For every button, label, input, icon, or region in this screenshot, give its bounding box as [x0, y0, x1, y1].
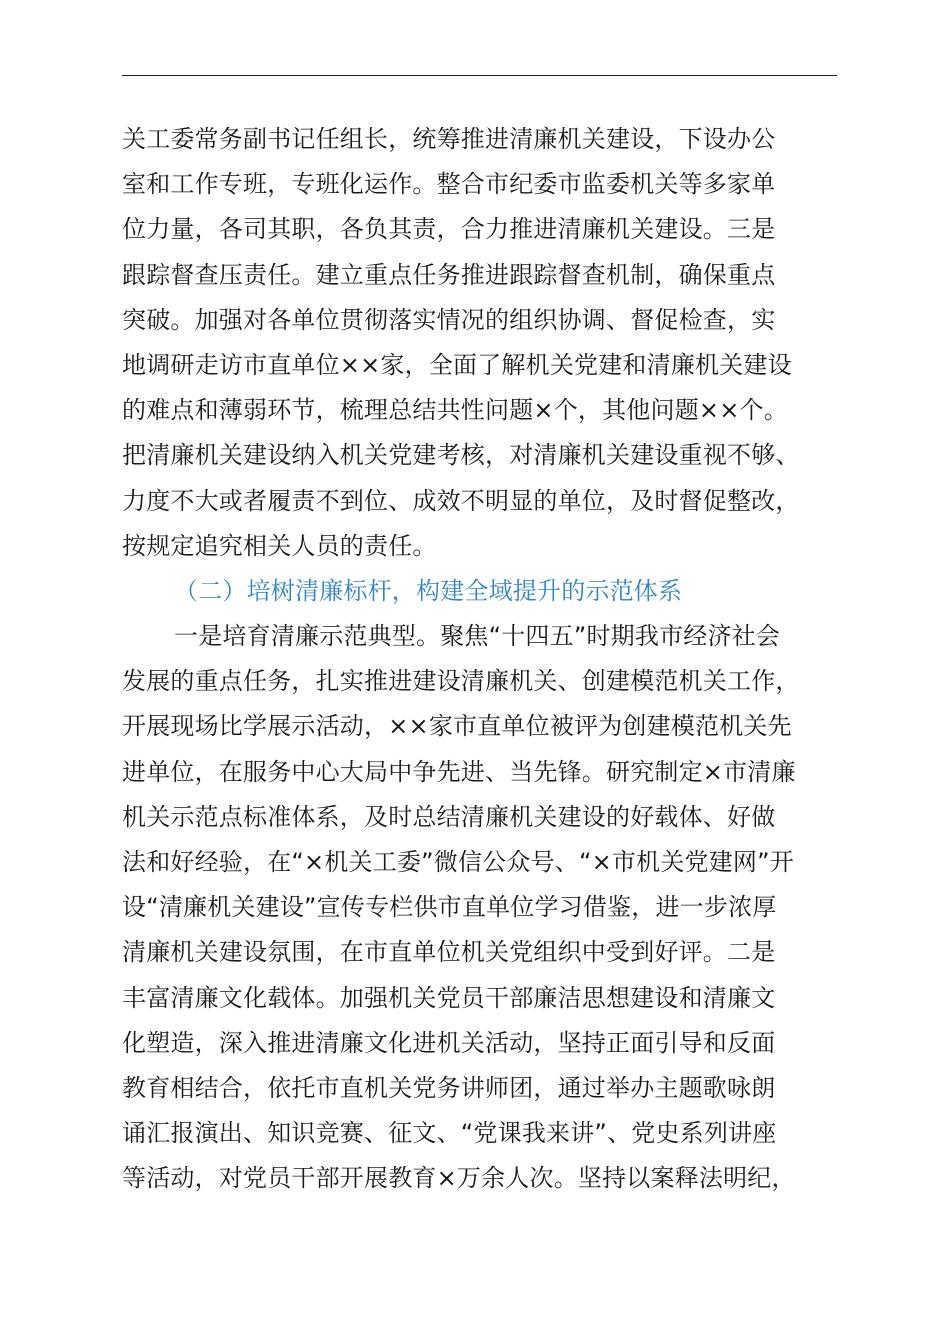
text-line: 把清廉机关建设纳入机关党建考核，对清廉机关建设重视不够、: [122, 441, 800, 470]
text-line: 等活动，对党员干部开展教育×万余人次。坚持以案释法明纪，: [122, 1164, 796, 1193]
header-rule: [122, 75, 837, 76]
text-line: 丰富清廉文化载体。加强机关党员干部廉洁思想建设和清廉文: [122, 983, 776, 1012]
text-line: 力度不大或者履责不到位、成效不明显的单位，及时督促整改，: [122, 486, 800, 515]
text-line: 清廉机关建设氛围，在市直单位机关党组织中受到好评。二是: [122, 938, 776, 967]
text-line: 法和好经验，在“×机关工委”微信公众号、“×市机关党建网”开: [122, 848, 794, 876]
text-line: 化塑造，深入推进清廉文化进机关活动，坚持正面引导和反面: [122, 1028, 776, 1057]
text-line: 开展现场比学展示活动，××家市直单位被评为创建模范机关先: [122, 712, 792, 741]
section-heading: （二）培树清廉标杆，构建全域提升的示范体系: [174, 576, 683, 605]
text-line: 地调研走访市直单位××家，全面了解机关党建和清廉机关建设: [122, 350, 792, 379]
text-line: 设“清廉机关建设”宣传专栏供市直单位学习借鉴，进一步浓厚: [122, 893, 777, 922]
document-body: [122, 117, 862, 1202]
text-line: 位力量，各司其职，各负其责，合力推进清廉机关建设。三是: [122, 215, 776, 244]
text-line: 机关示范点标准体系，及时总结清廉机关建设的好载体、好做: [122, 802, 776, 831]
text-line: 一是培育清廉示范典型。聚焦“十四五”时期我市经济社会: [174, 622, 781, 651]
paragraph-1: [122, 117, 862, 569]
text-line: 教育相结合，依托市直机关党务讲师团，通过举办主题歌咏朗: [122, 1073, 776, 1102]
text-line: 的难点和薄弱环节，梳理总结共性问题×个，其他问题××个。: [122, 396, 788, 425]
text-line: 诵汇报演出、知识竞赛、征文、“党课我来讲”、党史系列讲座: [122, 1119, 777, 1148]
text-line: 按规定追究相关人员的责任。: [122, 531, 437, 560]
text-line: 突破。加强对各单位贯彻落实情况的组织协调、督促检查，实: [122, 305, 776, 334]
text-line: 室和工作专班，专班化运作。整合市纪委市监委机关等多家单: [122, 170, 776, 199]
text-line: 关工委常务副书记任组长，统筹推进清廉机关建设，下设办公: [122, 125, 776, 153]
text-line: 跟踪督查压责任。建立重点任务推进跟踪督查机制，确保重点: [122, 260, 776, 289]
text-line: 发展的重点任务，扎实推进建设清廉机关、创建模范机关工作，: [122, 667, 800, 696]
text-line: 进单位，在服务中心大局中争先进、当先锋。研究制定×市清廉: [122, 757, 796, 786]
paragraph-2: [122, 614, 862, 1201]
